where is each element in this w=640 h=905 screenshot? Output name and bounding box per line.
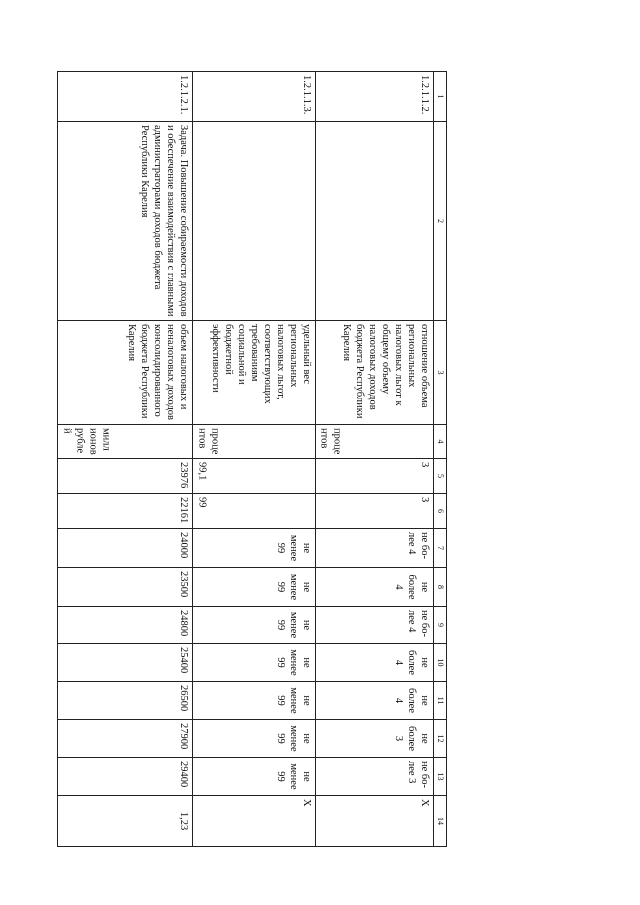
table-row: [193, 72, 315, 847]
table-row: [315, 72, 433, 847]
value-cell: не менее 99: [193, 682, 315, 720]
value-cell: 22161: [58, 494, 193, 529]
value-cell: 23500: [58, 568, 193, 607]
col-header: 14: [433, 796, 446, 847]
value-cell: не менее 99: [193, 568, 315, 607]
value-cell: 29400: [58, 758, 193, 796]
col-header: 9: [433, 607, 446, 644]
col-header: 10: [433, 644, 446, 682]
table-row: [58, 72, 193, 847]
value-cell: не более 3: [315, 720, 433, 758]
unit-text: процентов: [318, 428, 343, 455]
value-cell: 3: [315, 494, 433, 529]
value-cell: X: [193, 796, 315, 847]
col-header: 8: [433, 568, 446, 607]
value-cell: 27900: [58, 720, 193, 758]
value-cell: не более 4: [315, 644, 433, 682]
indicator-name: объем налоговых и неналоговых доходов консолидированного бюджета Республики Карелия: [58, 321, 193, 425]
row-id: 1.2.1.2.1.: [58, 72, 193, 122]
indicator-name: отношение объема региональных налоговых льгот к общему объему налоговых доходов бюджета Республики Карелия: [315, 321, 433, 425]
task-cell: [193, 122, 315, 321]
col-header: 5: [433, 459, 446, 494]
value-cell: не более 4: [315, 682, 433, 720]
unit-cell: [315, 425, 433, 459]
value-cell: 26500: [58, 682, 193, 720]
unit-cell: [58, 425, 193, 459]
task-cell: [315, 122, 433, 321]
value-text: 99: [196, 497, 208, 508]
value-cell: [193, 494, 315, 529]
value-cell: не более 4: [315, 568, 433, 607]
col-header: 6: [433, 494, 446, 529]
col-header: 3: [433, 321, 446, 425]
value-text: 99,1: [196, 462, 208, 481]
col-header: 12: [433, 720, 446, 758]
task-cell: Задача. Повышение собираемости доходов и обеспечение взаимодействия с главными администраторами доходов бюджета Республики Карелия: [58, 122, 193, 321]
value-cell: не менее 99: [193, 644, 315, 682]
value-cell: не менее 99: [193, 529, 315, 568]
value-cell: не менее 99: [193, 720, 315, 758]
value-cell: X: [315, 796, 433, 847]
value-cell: 23976: [58, 459, 193, 494]
value-cell: 24000: [58, 529, 193, 568]
value-cell: не бо-лее 3: [315, 758, 433, 796]
row-id: 1.2.1.1.3.: [193, 72, 315, 122]
col-header: 7: [433, 529, 446, 568]
unit-text: миллионов рублей: [61, 428, 111, 455]
indicators-table: [57, 71, 447, 847]
indicator-name: удельный вес региональных налоговых льгот, соответствующих требованиям социальной и бюджетной эффективности: [193, 321, 315, 425]
col-header: 11: [433, 682, 446, 720]
value-cell: 3: [315, 459, 433, 494]
col-header: 2: [433, 122, 446, 321]
col-header: 4: [433, 425, 446, 459]
value-cell: не менее 99: [193, 607, 315, 644]
value-cell: не бо-лее 4: [315, 529, 433, 568]
value-cell: [193, 459, 315, 494]
value-cell: 24800: [58, 607, 193, 644]
value-cell: 1,23: [58, 796, 193, 847]
column-number-row: [433, 72, 446, 847]
value-cell: не менее 99: [193, 758, 315, 796]
unit-text: процентов: [196, 428, 221, 455]
row-id: 1.2.1.1.2.: [315, 72, 433, 122]
rotated-table-wrapper: [57, 71, 447, 846]
col-header: 13: [433, 758, 446, 796]
col-header: 1: [433, 72, 446, 122]
value-cell: не бо-лее 4: [315, 607, 433, 644]
value-cell: 25400: [58, 644, 193, 682]
unit-cell: [193, 425, 315, 459]
